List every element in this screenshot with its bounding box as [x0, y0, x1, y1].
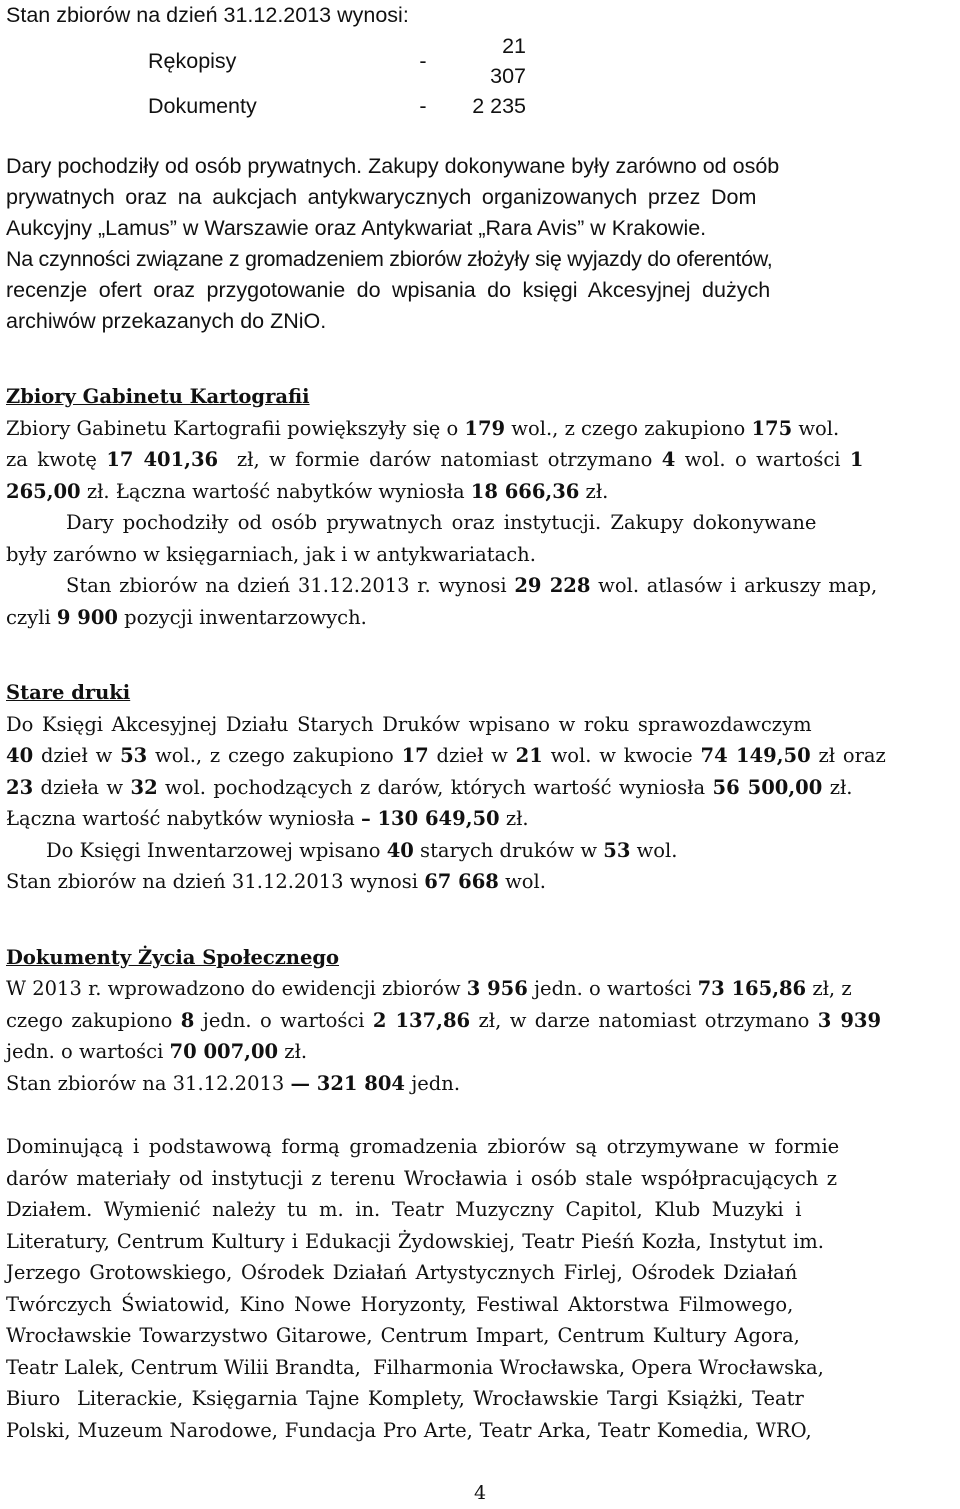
value: 32 [130, 775, 158, 799]
text-line: Aukcyjny „Lamus” w Warszawie oraz Antykwariat „Rara Avis” w Krakowie. [6, 216, 707, 240]
text-span: Stan zbiorów na dzień 31.12.2013 wynosi [6, 870, 425, 893]
text-line: Biuro Literackie, Księgarnia Tajne Komplety, Wrocławskie Targi Książki, Teatr [6, 1387, 804, 1410]
text-line: Działem. Wymienić należy tu m. in. Teatr Muzyczny Capitol, Klub Muzyki i [6, 1198, 802, 1221]
value: 2 137,86 [372, 1008, 471, 1032]
text-span: Do Księgi Inwentarzowej wpisano [46, 838, 387, 862]
text-line [6, 476, 954, 508]
value: 21 [515, 744, 543, 767]
section-heading: Dokumenty Życia Społecznego [6, 945, 340, 969]
text-span: czyli [6, 605, 57, 629]
value: 18 666,36 [470, 479, 580, 503]
text-span: zł. Łączna wartość nabytków wyniosła [80, 479, 471, 503]
text-span: Stan zbiorów na 31.12.2013 [6, 1071, 291, 1095]
text-span: pozycji inwentarzowych. [117, 605, 367, 629]
text-span: wol. w kwocie [542, 744, 701, 767]
cartography-section [6, 381, 954, 633]
value: 9 900 [56, 605, 118, 629]
text-line [6, 444, 954, 476]
text-line: były zarówno w księgarniach, jak i w antykwariatach. [6, 542, 536, 566]
text-span: wol. [630, 838, 678, 862]
text-line: Jerzego Grotowskiego, Ośrodek Działań Artystycznych Firlej, Ośrodek Działań [6, 1261, 798, 1284]
acquisition-sources-paragraph [6, 1131, 954, 1446]
text-span: czego zakupiono [6, 1008, 181, 1032]
text-line [6, 772, 954, 804]
text-span: Zbiory Gabinetu Kartografii powiększyły się o [6, 416, 465, 440]
text-line [6, 835, 954, 867]
text-span: dzieł w [428, 744, 516, 767]
text-span: jedn. o wartości [6, 1040, 170, 1063]
holdings-intro: Stan zbiorów na dzień 31.12.2013 wynosi: [6, 3, 409, 27]
text-span: Stan zbiorów na dzień 31.12.2013 r. wynosi [66, 574, 515, 597]
text-line [6, 1005, 954, 1037]
text-line: recenzje ofert oraz przygotowanie do wpisania do księgi Akcesyjnej dużych [6, 278, 771, 302]
value: 1 [849, 448, 864, 471]
holdings-dash: - [419, 49, 427, 73]
page-number: 4 [473, 1482, 487, 1504]
text-line: Do Księgi Akcesyjnej Działu Starych Druków wpisano w roku sprawozdawczym [6, 712, 812, 736]
value: 3 956 [466, 977, 528, 1000]
text-span: wol., z czego zakupiono [147, 744, 402, 767]
value: 265,00 [6, 479, 81, 503]
text-span: zł, w formie darów natomiast otrzymano [218, 448, 662, 471]
text-line: Wrocławskie Towarzystwo Gitarowe, Centrum Impart, Centrum Kultury Agora, [6, 1324, 800, 1347]
holdings-name: Dokumenty [148, 94, 257, 118]
text-span: zł, w darze natomiast otrzymano [470, 1008, 818, 1032]
value: 74 149,50 [700, 744, 811, 767]
text-line: archiwów przekazanych do ZNiO. [6, 309, 327, 333]
holdings-value: 21 307 [490, 34, 526, 88]
text-line: Dary pochodziły od osób prywatnych oraz instytucji. Zakupy dokonywane [66, 511, 817, 534]
value: 17 401,36 [106, 448, 219, 471]
text-line: Literatury, Centrum Kultury i Edukacji Żydowskiej, Teatr Pieśń Kozła, Instytut im. [6, 1229, 824, 1253]
section-heading: Zbiory Gabinetu Kartografii [6, 385, 310, 408]
value: 179 [464, 416, 506, 440]
value: 40 [386, 838, 414, 862]
text-span: jedn. [405, 1071, 461, 1095]
text-span: starych druków w [413, 838, 604, 862]
text-span: dzieł w [33, 744, 121, 767]
text-line [6, 973, 954, 1005]
value: 17 [401, 744, 429, 767]
text-span: dzieła w [33, 775, 131, 799]
value: 23 [6, 775, 34, 799]
text-line: darów materiały od instytucji z terenu Wrocławia i osób stale współpracujących z [6, 1166, 838, 1190]
value: 53 [120, 744, 148, 767]
text-span: Łączna wartość nabytków wyniosła [6, 807, 361, 830]
text-line: prywatnych oraz na aukcjach antykwarycznych organizowanych przez Dom [6, 185, 757, 209]
value: — 321 804 [290, 1071, 405, 1095]
text-line: Teatr Lalek, Centrum Wilii Brandta, Filharmonia Wrocławska, Opera Wrocławska, [6, 1355, 824, 1379]
value: 70 007,00 [169, 1040, 279, 1063]
text-line: Polski, Muzeum Narodowe, Fundacja Pro Arte, Teatr Arka, Teatr Komedia, WRO, [6, 1418, 812, 1442]
value: 56 500,00 [712, 775, 823, 799]
holdings-value: 2 235 [472, 94, 526, 118]
text-span: za kwotę [6, 448, 107, 471]
text-span: zł. [499, 807, 529, 830]
text-span: jedn. o wartości [527, 977, 698, 1000]
text-line [6, 1068, 954, 1100]
text-line: Dary pochodziły od osób prywatnych. Zakupy dokonywane były zarówno od osób [6, 154, 780, 178]
section-heading: Stare druki [6, 681, 131, 704]
text-span: zł oraz [810, 744, 886, 767]
text-span: jedn. o wartości [194, 1008, 373, 1032]
value: 73 165,86 [697, 977, 807, 1000]
document-page [6, 0, 954, 1446]
value: – 130 649,50 [360, 807, 500, 830]
text-span: wol. [792, 416, 840, 440]
value: 67 668 [424, 870, 499, 893]
value: 3 939 [817, 1008, 882, 1032]
text-span: wol. pochodzących z darów, których wartość wyniosła [157, 775, 713, 799]
text-span: zł. [579, 479, 609, 503]
old-prints-section [6, 677, 954, 898]
text-line: Na czynności związane z gromadzeniem zbiorów złożyły się wyjazdy do oferentów, [6, 247, 773, 271]
text-span: W 2013 r. wprowadzono do ewidencji zbiorów [6, 977, 467, 1000]
holdings-table [148, 31, 526, 121]
text-line: Twórczych Światowid, Kino Nowe Horyzonty, Festiwal Aktorstwa Filmowego, [6, 1292, 794, 1316]
text-line [6, 1036, 954, 1068]
text-span: zł, z [806, 977, 852, 1000]
text-line [6, 602, 954, 634]
holdings-name: Rękopisy [148, 49, 237, 73]
text-line [6, 803, 954, 835]
text-span: wol. [498, 870, 546, 893]
text-span: wol. o wartości [675, 448, 850, 471]
value: 29 228 [514, 574, 591, 597]
value: 4 [661, 448, 676, 471]
text-line [6, 740, 954, 772]
text-span: zł. [822, 775, 853, 799]
holdings-row [148, 31, 526, 91]
text-span: wol. atlasów i arkuszy map, [590, 574, 878, 597]
text-line [6, 866, 954, 898]
text-span: wol., z czego zakupiono [505, 416, 752, 440]
donations-paragraph [6, 151, 954, 337]
text-line: Dominującą i podstawową formą gromadzenia zbiorów są otrzymywane w formie [6, 1135, 840, 1158]
text-line [6, 413, 954, 445]
holdings-dash: - [419, 94, 427, 118]
value: 40 [6, 744, 34, 767]
text-span: zł. [278, 1040, 308, 1063]
text-line [6, 570, 954, 602]
value: 8 [180, 1008, 195, 1032]
social-documents-section [6, 942, 954, 1100]
holdings-row [148, 91, 526, 121]
value: 175 [751, 416, 793, 440]
value: 53 [603, 838, 631, 862]
